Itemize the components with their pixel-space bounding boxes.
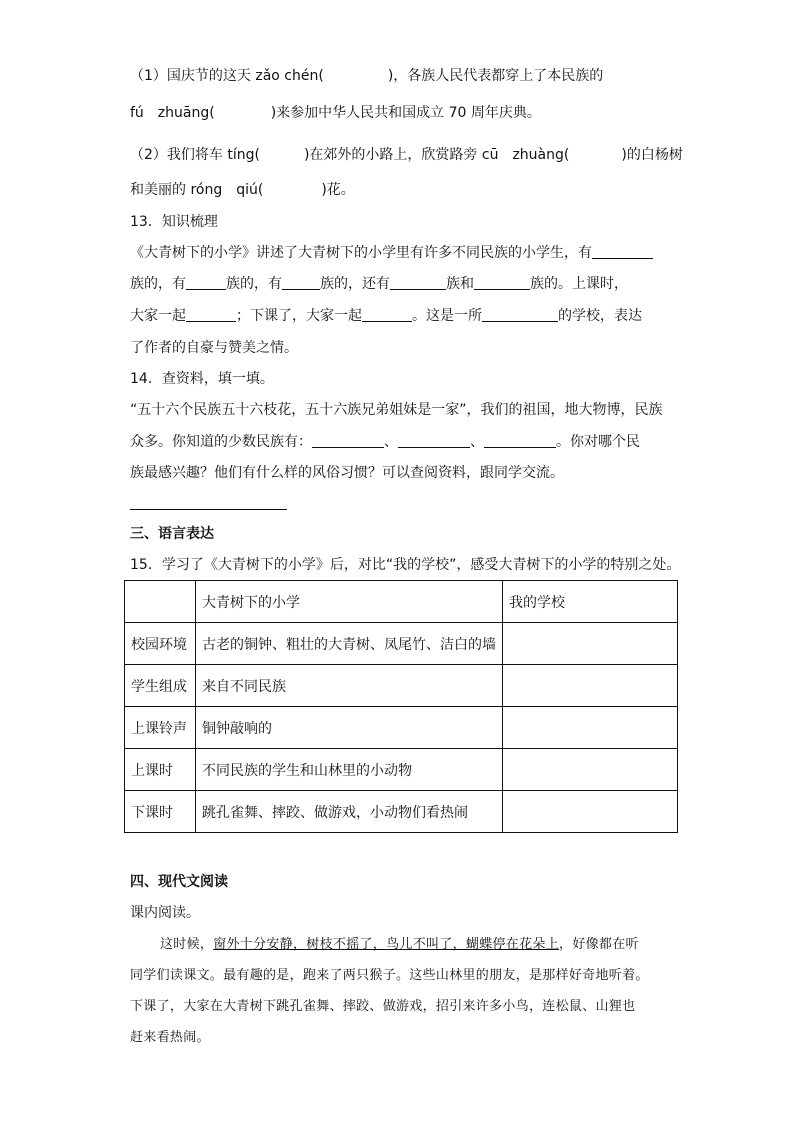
section-3-heading: 三、语言表达 [130,526,214,542]
q13-title: 13．知识梳理 [130,214,218,230]
q12-text: fú zhuāng( [130,105,215,121]
q12-line-3 [130,145,683,165]
q12-line-2 [130,103,541,123]
fill-blank[interactable] [474,275,530,290]
q14-text: 。你对哪个民 [556,434,640,450]
section-4-heading: 四、现代文阅读 [130,874,228,890]
q14-line-3: 族最感兴趣？他们有什么样的风俗习惯？可以查阅资料，跟同学交流。 [130,465,564,481]
q12-line-1 [130,66,603,86]
q14-line-1: “五十六个民族五十六枝花，五十六族兄弟姐妹是一家”，我们的祖国，地大物博，民族 [130,402,663,418]
q12-line-4 [130,180,355,200]
q13-line-3 [130,306,642,326]
table-header-row [125,581,678,623]
q12-text: )花。 [321,182,355,198]
q13-text: 族的，有 [130,276,186,292]
q12-text: )的白杨树 [621,147,683,163]
q14-text: 、 [470,434,484,450]
q13-line-2 [130,274,628,294]
fill-blank[interactable] [398,433,470,448]
table-row [125,707,678,749]
q13-text: 族的，还有 [320,276,390,292]
row-label: 下课时 [125,791,196,833]
passage-text: 这时候， [160,937,214,952]
row-label: 上课铃声 [125,707,196,749]
passage-text: ，好像都在听 [559,937,639,952]
passage-line-4: 赶来看热闹。 [130,1030,210,1045]
row-label: 学生组成 [125,665,196,707]
reading-subheading: 课内阅读。 [130,905,200,921]
row-mine-cell[interactable] [503,707,678,749]
q13-text: 《大青树下的小学》讲述了大青树下的小学里有许多不同民族的小学生，有 [130,245,592,261]
table-row [125,623,678,665]
passage-line-3: 下课了，大家在大青树下跳孔雀舞、摔跤、做游戏，招引来许多小鸟，连松鼠、山狸也 [130,999,636,1014]
row-mine-cell[interactable] [503,749,678,791]
fill-blank[interactable] [186,275,226,290]
table-header-cell [125,581,196,623]
q13-text: 的学校，表达 [558,308,642,324]
fill-blank[interactable] [482,307,558,322]
table-header-cell: 大青树下的小学 [196,581,503,623]
q13-line-1 [130,243,653,263]
q13-text: 大家一起 [130,308,186,324]
q12-text: 和美丽的 róng qiú( [130,182,264,198]
fill-blank[interactable] [186,307,236,322]
q14-text: 众多。你知道的少数民族有： [130,434,312,450]
passage-line-1 [160,935,639,955]
row-mine-cell[interactable] [503,791,678,833]
answer-line[interactable] [130,509,287,510]
comparison-table [124,580,678,833]
row-mine-cell[interactable] [503,665,678,707]
row-school-cell: 来自不同民族 [196,665,503,707]
row-mine-cell[interactable] [503,623,678,665]
q12-text: )在郊外的小路上，欣赏路旁 cū zhuàng( [303,147,570,163]
row-label: 上课时 [125,749,196,791]
row-school-cell: 不同民族的学生和山林里的小动物 [196,749,503,791]
q14-text: 、 [384,434,398,450]
fill-blank[interactable] [282,275,320,290]
fill-blank[interactable] [312,433,384,448]
passage-line-2: 同学们读课文。最有趣的是，跑来了两只猴子。这些山林里的朋友，是那样好奇地听着。 [130,968,649,983]
table-row [125,749,678,791]
row-label: 校园环境 [125,623,196,665]
q13-text: 。这是一所 [412,308,482,324]
table-row [125,665,678,707]
q14-line-2 [130,432,640,452]
fill-blank[interactable] [592,244,653,259]
q14-title: 14．查资料，填一填。 [130,371,274,387]
passage-underlined-text: 窗外十分安静，树枝不摇了，鸟儿不叫了，蝴蝶停在花朵上 [213,937,560,952]
q13-text: ；下课了，大家一起 [236,308,362,324]
fill-blank[interactable] [484,433,556,448]
fill-blank[interactable] [362,307,412,322]
q13-text: 族和 [446,276,474,292]
q13-text: 族的，有 [226,276,282,292]
table-header-cell: 我的学校 [503,581,678,623]
row-school-cell: 跳孔雀舞、摔跤、做游戏，小动物们看热闹 [196,791,503,833]
q12-text: )来参加中华人民共和国成立 70 周年庆典。 [270,105,541,121]
q12-text: （2）我们将车 tíng( [130,147,260,163]
q15-prompt: 15．学习了《大青树下的小学》后，对比“我的学校”，感受大青树下的小学的特别之处。 [130,557,681,573]
fill-blank[interactable] [390,275,446,290]
q13-text: 族的。上课时， [530,276,628,292]
row-school-cell: 古老的铜钟、粗壮的大青树、凤尾竹、洁白的墙 [196,623,503,665]
row-school-cell: 铜钟敲响的 [196,707,503,749]
q12-text: （1）国庆节的这天 zǎo chén( [130,68,324,84]
q12-text: )，各族人民代表都穿上了本民族的 [387,68,604,84]
q13-line-4: 了作者的自豪与赞美之情。 [130,340,298,356]
table-row [125,791,678,833]
